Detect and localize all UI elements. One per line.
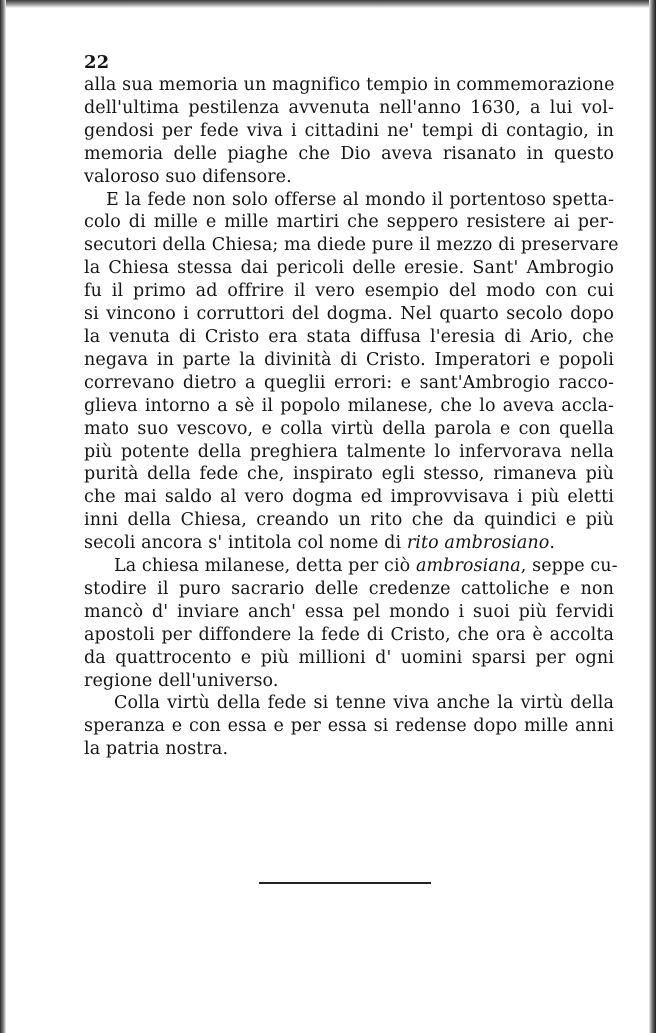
italic-term: ambrosiana: [415, 556, 521, 577]
scan-edge-right: [649, 0, 656, 1033]
paragraph-1: [84, 74, 614, 189]
paragraph-3: [84, 555, 618, 692]
section-divider-rule: [259, 882, 431, 884]
text-line: Colla virtù della fede si tenne viva anche la virtù della: [114, 693, 614, 714]
text-line: la Chiesa stessa dai pericoli delle eresie. Sant' Ambrogio: [84, 258, 614, 279]
text-segment: La chiesa milanese, detta per ciò: [114, 556, 416, 577]
paragraph-2: [84, 189, 619, 556]
text-line: apostoli per diffondere la fede di Cristo, che ora è accolta: [84, 624, 614, 645]
text-line: purità della fede che, inspirato egli stesso, rimaneva più: [84, 464, 614, 485]
text-line: alla sua memoria un magnifico tempio in commemorazione: [84, 75, 615, 95]
text-line: si vincono i corruttori del dogma. Nel quarto secolo dopo: [84, 304, 614, 325]
scan-edge-top: [0, 0, 656, 8]
page-number: 22: [84, 52, 110, 73]
text-line: da quattrocento e più millioni d' uomini sparsi per ogni: [84, 647, 614, 668]
text-segment: , seppe cu-: [520, 556, 618, 577]
text-line: mancò d' inviare anch' essa pel mondo i suoi più fervidi: [84, 601, 614, 622]
text-line: stodire il puro sacrario delle credenze cattoliche e non: [84, 578, 614, 599]
text-line: E la fede non solo offerse al mondo il portentoso spetta-: [106, 189, 614, 210]
page-text: [84, 52, 619, 761]
text-line: secutori della Chiesa; ma diede pure il mezzo di preservare: [84, 235, 619, 256]
text-line-mixed: [84, 555, 618, 578]
text-line: gendosi per fede viva i cittadini ne' tempi di contagio, in: [84, 120, 614, 141]
text-line: memoria delle piaghe che Dio aveva risanato in questo: [84, 143, 614, 164]
text-line: la patria nostra.: [84, 739, 229, 760]
scan-edge-left: [0, 0, 6, 1033]
text-line: regione dell'universo.: [84, 670, 279, 691]
paragraph-4: [84, 692, 614, 761]
text-segment: secoli ancora s' intitola col nome di: [84, 533, 407, 554]
text-line: più potente della preghiera talmente lo infervorava nella: [84, 441, 614, 462]
italic-term: rito ambrosiano: [406, 533, 550, 554]
text-line: fu il primo ad offrire il vero esempio del modo con cui: [84, 281, 614, 302]
text-line: negava in parte la divinità di Cristo. Imperatori e popoli: [84, 349, 614, 370]
text-line-mixed: [84, 532, 614, 555]
text-line: glieva intorno a sè il popolo milanese, che lo aveva accla-: [84, 395, 614, 416]
text-line: valoroso suo difensore.: [84, 166, 292, 187]
text-line: che mai saldo al vero dogma ed improvvisava i più eletti: [84, 487, 614, 508]
text-line: mato suo vescovo, e colla virtù della parola e con quella: [84, 418, 614, 439]
text-line: speranza e con essa e per essa si redense dopo mille anni: [84, 716, 614, 737]
text-line: correvano dietro a queglii errori: e sant'Ambrogio racco-: [84, 372, 614, 393]
text-line: inni della Chiesa, creando un rito che da quindici e più: [84, 510, 614, 531]
text-segment: .: [549, 533, 556, 554]
text-line: dell'ultima pestilenza avvenuta nell'anno 1630, a lui vol-: [84, 97, 614, 118]
text-line: la venuta di Cristo era stata diffusa l'eresia di Ario, che: [84, 326, 614, 347]
text-line: colo di mille e mille martiri che seppero resistere ai per-: [84, 212, 614, 233]
